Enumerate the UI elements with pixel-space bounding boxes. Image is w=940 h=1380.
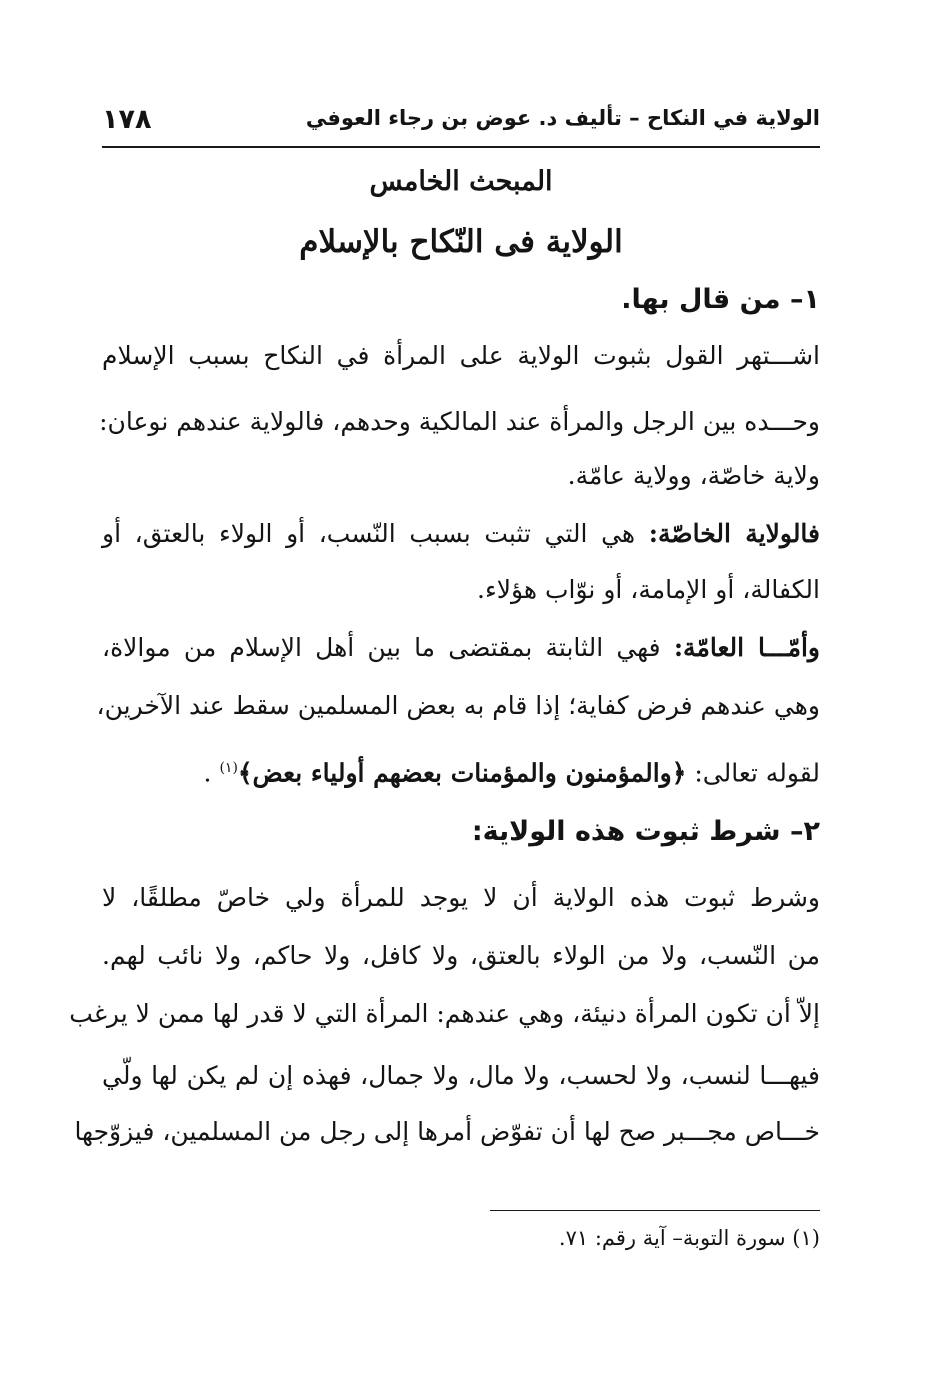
paragraph-line: وهي عندهم فرض كفاية؛ إذا قام به بعض المسلمين سقط عند الآخرين، [96, 691, 820, 720]
page-number: ١٧٨ [102, 104, 152, 135]
paragraph-line: وحـــده بين الرجل والمرأة عند المالكية وحدهم، فالولاية عندهم نوعان: [99, 407, 820, 436]
term-special-guardianship: فالولاية الخاصّة: [648, 519, 821, 548]
paragraph-line [102, 628, 820, 668]
paragraph-line: ولاية خاصّة، وولاية عامّة. [567, 461, 820, 490]
paragraph-line: فيهـــا لنسب، ولا لحسب، ولا مال، ولا جمال، فهذه إن لم يكن لها ولّي [102, 1061, 820, 1090]
paragraph-text: . [203, 758, 220, 788]
paragraph-line: خـــاص مجـــبر صح لها أن تفوّض أمرها إلى رجل من المسلمين، فيزوّجها [74, 1117, 820, 1146]
subheading-who-held-it: ١– من قال بها. [621, 284, 820, 315]
paragraph-text: لقوله تعالى: [686, 758, 820, 788]
page-header [102, 104, 820, 146]
paragraph-line: الكفالة، أو الإمامة، أو نوّاب هؤلاء. [477, 575, 820, 604]
paragraph-text: هي التي تثبت بسبب النّسب، أو الولاء بالعتق، أو [102, 519, 649, 548]
quran-verse: ﴿والمؤمنون والمؤمنات بعضهم أولياء بعض﴾ [237, 758, 687, 788]
paragraph-line: من النّسب، ولا من الولاء بالعتق، ولا كافل، ولا حاكم، ولا نائب لهم. [102, 941, 820, 970]
header-rule [102, 146, 820, 148]
section-title: الولاية فى النّكاح بالإسلام [299, 224, 623, 260]
paragraph-line: اشـــتهر القول بثبوت الولاية على المرأة في النكاح بسبب الإسلام [102, 341, 820, 370]
footnote-rule [490, 1210, 820, 1211]
section-label: المبحث الخامس [369, 166, 553, 197]
paragraph-line: إلاّ أن تكون المرأة دنيئة، وهي عندهم: المرأة التي لا قدر لها ممن لا يرغب [69, 999, 820, 1028]
paragraph-line: وشرط ثبوت هذه الولاية أن لا يوجد للمرأة ولي خاصّ مطلقًا، لا [102, 883, 820, 912]
footnote-reference: (١) [219, 760, 238, 776]
footnote: (١) سورة التوبة– آية رقم: ٧١. [558, 1226, 820, 1250]
running-title: الولاية في النكاح – تأليف د. عوض بن رجاء العوفي [305, 106, 820, 130]
paragraph-line [102, 748, 820, 788]
term-general-guardianship: وأمّـــا العامّة: [673, 633, 820, 662]
paragraph-text: فهي الثابتة بمقتضى ما بين أهل الإسلام من موالاة، [102, 633, 674, 662]
subheading-condition: ٢– شرط ثبوت هذه الولاية: [471, 816, 820, 847]
paragraph-line [102, 514, 820, 554]
